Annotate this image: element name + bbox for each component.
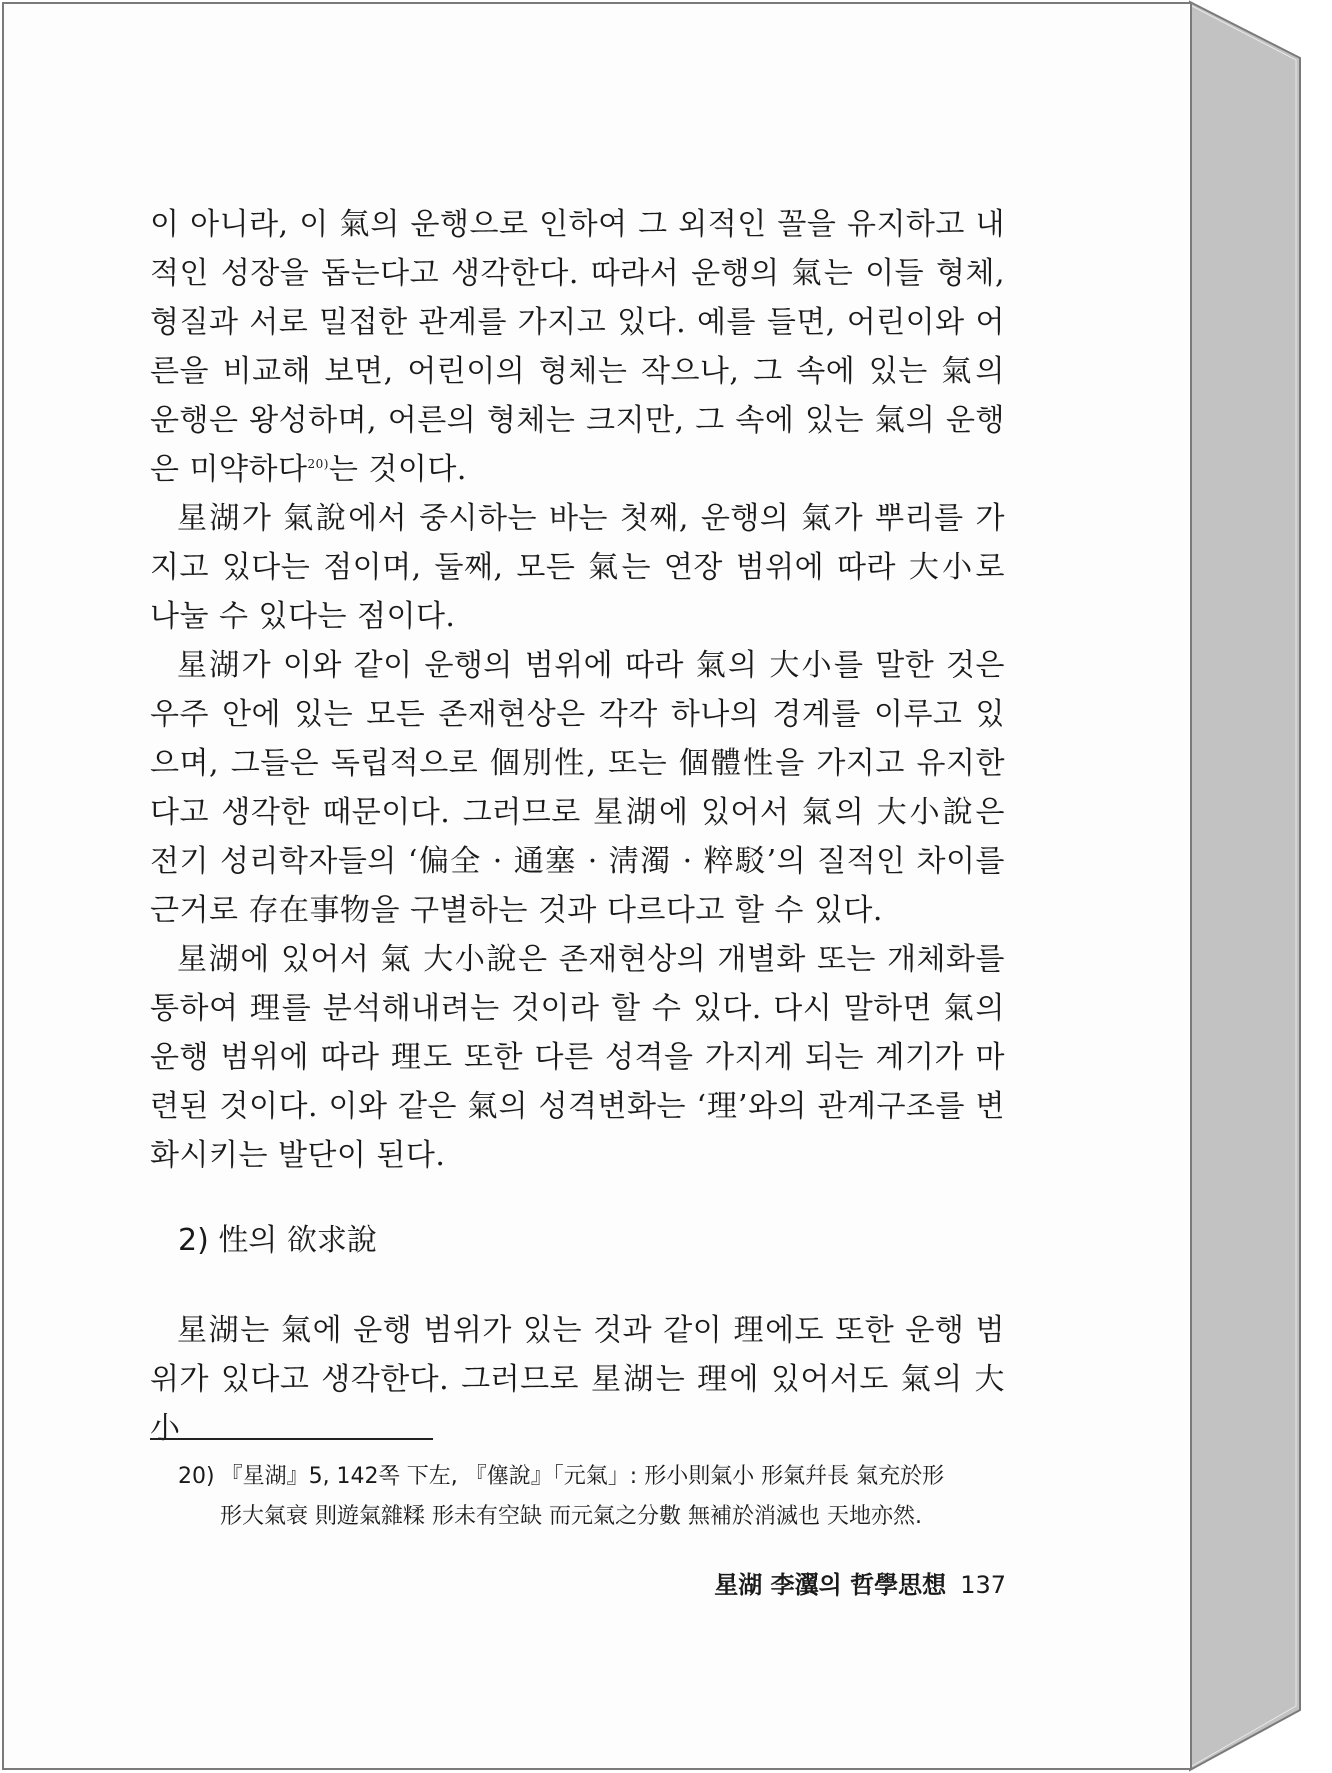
- body-text: [150, 200, 1005, 1180]
- running-footer: [714, 1565, 1006, 1600]
- footnote-label: 20): [178, 1464, 215, 1489]
- paragraph-5: 星湖는 氣에 운행 범위가 있는 것과 같이 理에도 또한 운행 범위가 있다고 생각한다. 그러므로 星湖는 理에 있어서도 氣의 大小: [150, 1313, 1005, 1446]
- footnote-20: [178, 1457, 1008, 1537]
- footnote-line-1: 『星湖』5, 142쪽 下左, 『僿說』「元氣」: 形小則氣小 形氣幷長 氣充於形: [220, 1464, 945, 1489]
- paragraph-2: 星湖가 氣說에서 중시하는 바는 첫째, 운행의 氣가 뿌리를 가지고 있다는 점이며, 둘째, 모든 氣는 연장 범위에 따라 大小로 나눌 수 있다는 점이다.: [150, 501, 1005, 634]
- page-number: 137: [960, 1571, 1006, 1599]
- section-heading: 2) 性의 欲求說: [178, 1223, 377, 1258]
- footnote-divider: [150, 1438, 433, 1440]
- footnote-ref-20[interactable]: 20): [307, 457, 329, 471]
- footnote-line-2: 形大氣衰 則遊氣雜糅 形未有空缺 而元氣之分數 無補於消滅也 天地亦然.: [220, 1504, 922, 1529]
- paragraph-4: 星湖에 있어서 氣 大小說은 존재현상의 개별화 또는 개체화를 통하여 理를 분석해내려는 것이라 할 수 있다. 다시 말하면 氣의 운행 범위에 따라 理도 또한 다른 성격을 가지게 되는 계기가 마련된 것이다. 이와 같은 氣의 성격변화는 ‘理’와의 관계구조를 변화시키는 발단이 된다.: [150, 942, 1005, 1173]
- section-body: [150, 1306, 1005, 1453]
- paragraph-3: 星湖가 이와 같이 운행의 범위에 따라 氣의 大小를 말한 것은 우주 안에 있는 모든 존재현상은 각각 하나의 경계를 이루고 있으며, 그들은 독립적으로 個別性, 또는 個體性을 가지고 유지한다고 생각한 때문이다. 그러므로 星湖에 있어서 氣의 大小說은 전기 성리학자들의 ‘偏全 · 通塞 · 淸濁 · 粹駁’의 질적인 차이를 근거로 存在事物을 구별하는 것과 다르다고 할 수 있다.: [150, 648, 1005, 928]
- paragraph-1: 이 아니라, 이 氣의 운행으로 인하여 그 외적인 꼴을 유지하고 내적인 성장을 돕는다고 생각한다. 따라서 운행의 氣는 이들 형체, 형질과 서로 밀접한 관계를 가지고 있다. 예를 들면, 어린이와 어른을 비교해 보면, 어린이의 형체는 작으나, 그 속에 있는 氣의 운행은 왕성하며, 어른의 형체는 크지만, 그 속에 있는 氣의 운행은 미약하다$^{20)}$는 것이다.: [150, 207, 1005, 487]
- running-title: 星湖 李瀷의 哲學思想: [714, 1571, 947, 1599]
